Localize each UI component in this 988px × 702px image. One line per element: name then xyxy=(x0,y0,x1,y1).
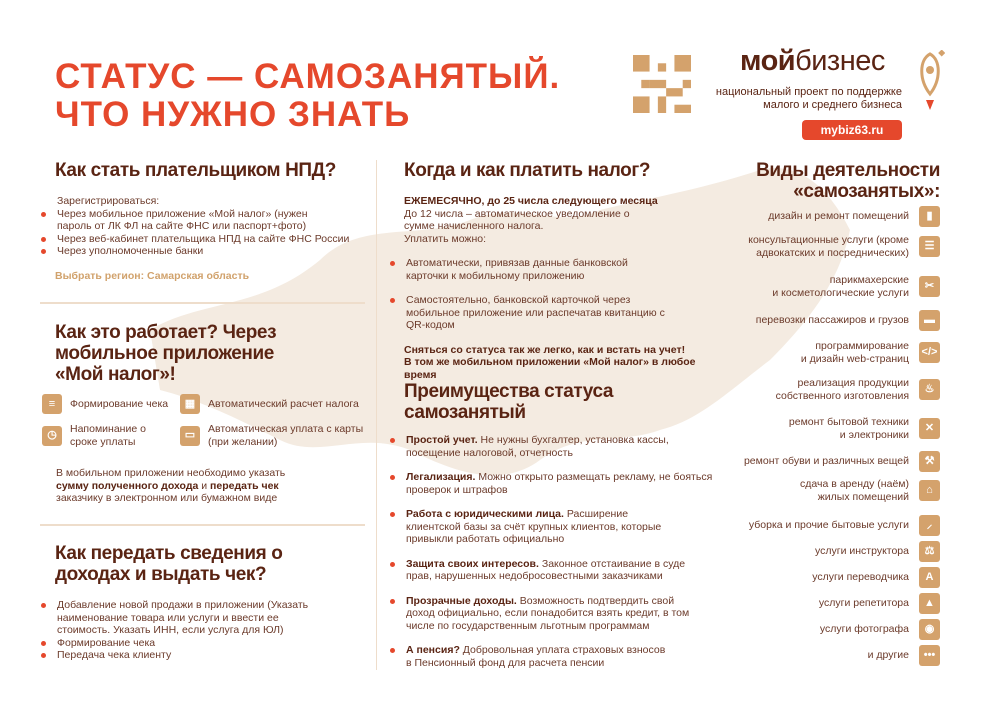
receipt-section xyxy=(55,543,355,662)
truck-icon: ▬ xyxy=(919,310,940,331)
list-item: Самостоятельно, банковской карточкой через мобильное приложение или распечатав квитанцию с QR-кодом xyxy=(388,294,678,332)
feature-autopay: ▭ Автоматическая уплата с карты (при желании) xyxy=(180,423,365,448)
list-item: Формирование чека xyxy=(39,637,309,650)
pay-label: Уплатить можно: xyxy=(404,232,487,245)
activity-item: дизайн и ремонт помещений ▮ xyxy=(768,206,940,227)
kinds-heading: Виды деятельности «самозанятых»: xyxy=(756,160,940,202)
scissors-icon: ✂ xyxy=(919,276,940,297)
how-note: В мобильном приложении необходимо указать сумму полученного дохода и передать чек заказчику в электронном или бумажном виде xyxy=(56,467,286,504)
region-link[interactable]: Выбрать регион: Самарская область xyxy=(55,269,250,282)
section-heading: Как стать плательщиком НПД? xyxy=(55,160,337,181)
more-icon: ••• xyxy=(919,645,940,666)
list-item: Автоматически, привязав данные банковской карточки к мобильному приложению xyxy=(388,257,668,282)
register-intro: Зарегистрироваться: xyxy=(57,195,160,207)
list-item: Через веб-кабинет плательщика НПД на сайте ФНС России xyxy=(39,233,370,246)
benefits-section xyxy=(404,381,724,669)
register-section xyxy=(55,160,370,282)
brand-logo: мойбизнес xyxy=(740,45,885,77)
benefit-item: А пенсия? Добровольная уплата страховых взносов в Пенсионный фонд для расчета пенсии xyxy=(388,644,668,669)
page-title: СТАТУС — САМОЗАНЯТЫЙ. ЧТО НУЖНО ЗНАТЬ xyxy=(55,57,561,134)
translate-icon: A xyxy=(919,567,940,588)
benefit-item: Простой учет. Не нужны бухгалтер, установка кассы, посещение налоговой, отчетность xyxy=(388,434,688,459)
pay-text: До 12 числа – автоматическое уведомление о сумме начисленного налога. xyxy=(404,207,630,232)
section-heading: Преимущества статуса самозанятый xyxy=(404,381,614,423)
section-heading: Как передать сведения о доходах и выдать чек? xyxy=(55,543,283,585)
graduation-cap-icon: ▲ xyxy=(919,593,940,614)
chat-icon: ☰ xyxy=(919,236,940,257)
section-divider xyxy=(40,524,365,526)
paint-roller-icon: ▮ xyxy=(919,206,940,227)
benefit-item: Работа с юридическими лица. Расширение клиентской базы за счёт крупных клиентов, которые привыкли работать официально xyxy=(388,508,668,546)
activity-item: сдача в аренду (наём) жилых помещений ⌂ xyxy=(800,478,940,503)
activity-item: услуги переводчика A xyxy=(812,567,940,588)
column-divider xyxy=(376,160,377,670)
how-heading: Как это работает? Через мобильное приложение «Мой налог»! xyxy=(55,322,277,385)
rocket-pin-icon xyxy=(915,50,945,112)
benefit-item: Прозрачные доходы. Возможность подтвердить свой доход официально, если понадобится взять кредит, в том числе по государственным льготным программам xyxy=(388,595,703,633)
activity-item: услуги инструктора ⚖ xyxy=(815,541,940,562)
benefit-item: Легализация. Можно открыто размещать рекламу, не бояться проверок и штрафов xyxy=(388,471,724,496)
feature-receipt: ≡ Формирование чека xyxy=(42,394,168,414)
qr-code[interactable] xyxy=(633,55,691,113)
activity-item: услуги фотографа ◉ xyxy=(820,619,940,640)
card-icon: ▭ xyxy=(180,426,200,446)
broom-icon: ⸝ xyxy=(919,515,940,536)
dumbbell-icon: ⚖ xyxy=(919,541,940,562)
activity-item: ремонт обуви и различных вещей ⚒ xyxy=(744,451,940,472)
list-item: Добавление новой продажи в приложении (Указать наименование товара или услуги и ввести ее стоимость. Указать ИНН, если услуга для ЮЛ) xyxy=(39,599,309,637)
deregister-note: Сняться со статуса так же легко, как и встать на учет! xyxy=(404,343,686,356)
list-item: Передача чека клиенту xyxy=(39,649,309,662)
list-item: Через мобильное приложение «Мой налог» (нужен пароль от ЛК ФЛ на сайте ФНС или паспорт+фото) xyxy=(39,208,329,233)
benefit-item: Защита своих интересов. Законное отстаивание в суде прав, нарушенных недобросовестными заказчиками xyxy=(388,558,698,583)
activity-item: консультационные услуги (кроме адвокатских и посреднических) ☰ xyxy=(748,234,940,259)
calculator-icon: ▦ xyxy=(180,394,200,414)
activity-item: реализация продукции собственного изготовления ♨ xyxy=(776,377,940,402)
section-divider xyxy=(40,302,365,304)
website-link[interactable]: mybiz63.ru xyxy=(802,120,902,140)
activity-item: ремонт бытовой техники и электроники ✕ xyxy=(789,416,940,441)
pay-deadline: ЕЖЕМЕСЯЧНО, до 25 числа следующего месяца xyxy=(404,195,658,207)
activity-item: и другие ••• xyxy=(868,645,940,666)
house-icon: ⌂ xyxy=(919,480,940,501)
brand-subtitle: национальный проект по поддержке малого и среднего бизнеса xyxy=(715,86,902,111)
receipt-icon: ≡ xyxy=(42,394,62,414)
pay-section: Когда и как платить налог? ЕЖЕМЕСЯЧНО, до 25 числа следующего месяца До 12 числа – автоматическое уведомление о сумме начисленного налога. Уплатить можно: Автоматически, привязав данные банковской карточки к мобильному приложению Самостоятельно, банковской карточкой через мобильное приложение или распечатав квитанцию с QR-кодом Сняться со статуса так же легко, как и встать на учет! В том же мобильном приложении «Мой налог» в любое время xyxy=(404,160,724,381)
activity-item: перевозки пассажиров и грузов ▬ xyxy=(756,310,940,331)
camera-icon: ◉ xyxy=(919,619,940,640)
code-icon: </> xyxy=(919,342,940,363)
section-heading: Когда и как платить налог? xyxy=(404,160,651,181)
list-item: Через уполномоченные банки xyxy=(39,245,370,258)
activity-item: уборка и прочие бытовые услуги ⸝ xyxy=(749,515,940,536)
activity-item: услуги репетитора ▲ xyxy=(819,593,940,614)
feature-reminder: ◷ Напоминание о сроке уплаты xyxy=(42,423,162,448)
hammer-icon: ⚒ xyxy=(919,451,940,472)
clock-icon: ◷ xyxy=(42,426,62,446)
feature-calc: ▦ Автоматический расчет налога xyxy=(180,394,359,414)
activity-item: программирование и дизайн web-страниц </> xyxy=(801,340,940,365)
tools-icon: ✕ xyxy=(919,418,940,439)
activity-item: парикмахерские и косметологические услуги ✂ xyxy=(772,274,940,299)
cupcake-icon: ♨ xyxy=(919,379,940,400)
